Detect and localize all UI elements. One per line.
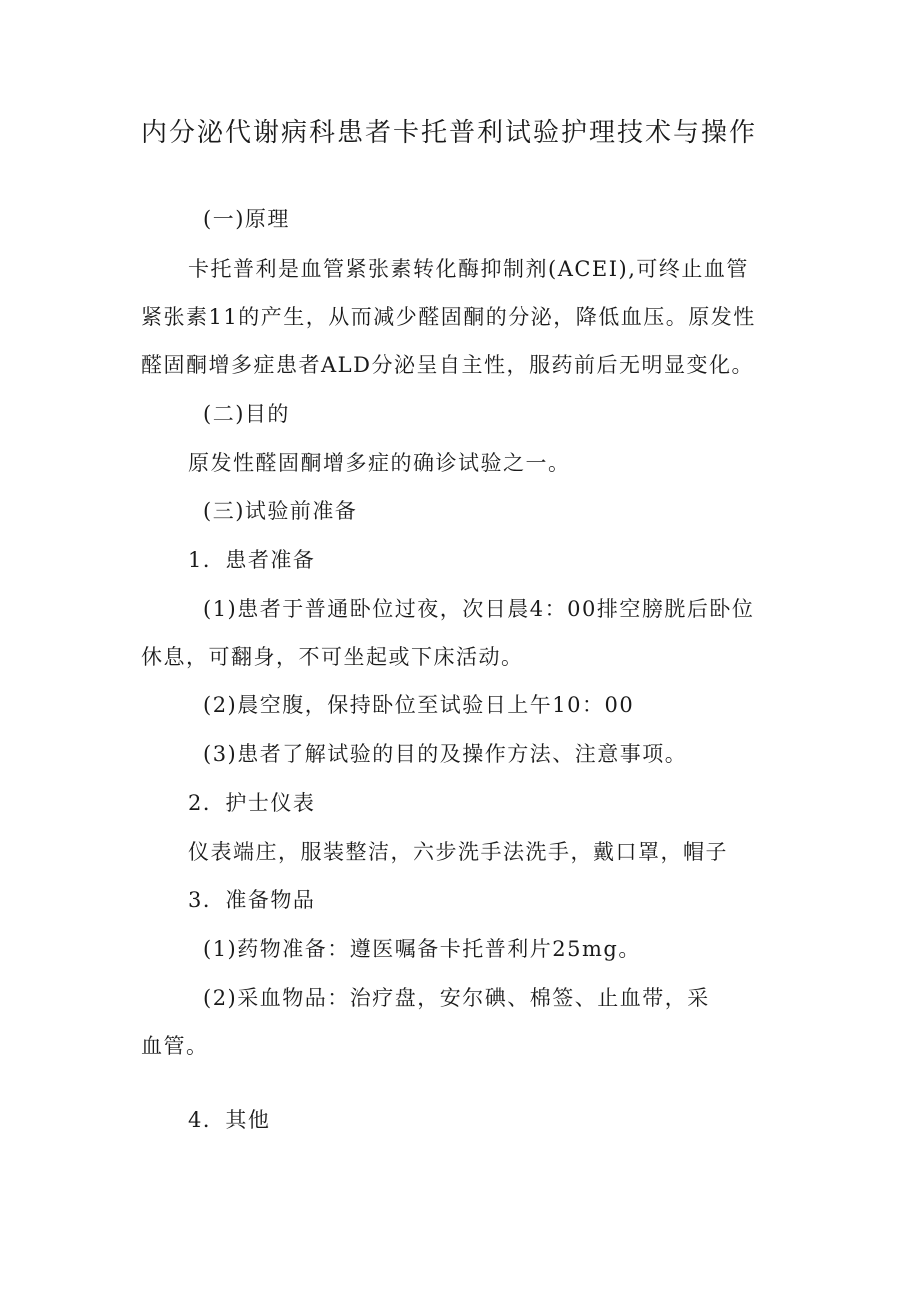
paragraph-line: 原发性醛固酮增多症的确诊试验之一。 <box>188 451 571 475</box>
subsection-heading-nurse: 2．护士仪表 <box>188 791 316 815</box>
section-heading-purpose: (二)目的 <box>203 402 290 426</box>
paragraph-line: 卡托普利是血管紧张素转化酶抑制剂(ACEI),可终止血管 <box>188 257 749 281</box>
subsection-heading-other: 4．其他 <box>188 1108 271 1132</box>
list-item: (3)患者了解试验的目的及操作方法、注意事项。 <box>203 742 688 766</box>
list-item-continuation: 休息，可翻身，不可坐起或下床活动。 <box>141 645 524 669</box>
document-title: 内分泌代谢病科患者卡托普利试验护理技术与操作 <box>141 118 758 148</box>
list-item: (1)药物准备：遵医嘱备卡托普利片25mg。 <box>203 937 641 961</box>
subsection-heading-patient: 1．患者准备 <box>188 548 316 572</box>
section-heading-preparation: (三)试验前准备 <box>203 499 358 523</box>
list-item: (2)采血物品：治疗盘，安尔碘、棉签、止血带，采 <box>203 986 710 1010</box>
paragraph-line: 紧张素11的产生，从而减少醛固酮的分泌，降低血压。原发性 <box>141 305 756 329</box>
paragraph-line: 仪表端庄，服装整洁，六步洗手法洗手，戴口罩，帽子 <box>188 840 728 864</box>
list-item: (2)晨空腹，保持卧位至试验日上午10：00 <box>203 693 635 717</box>
paragraph-line: 醛固酮增多症患者ALD分泌呈自主性，服药前后无明显变化。 <box>141 353 754 377</box>
list-item: (1)患者于普通卧位过夜，次日晨4：00排空膀胱后卧位 <box>203 597 755 621</box>
list-item-continuation: 血管。 <box>141 1034 209 1058</box>
section-heading-principle: (一)原理 <box>203 207 290 231</box>
subsection-heading-supplies: 3．准备物品 <box>188 888 316 912</box>
